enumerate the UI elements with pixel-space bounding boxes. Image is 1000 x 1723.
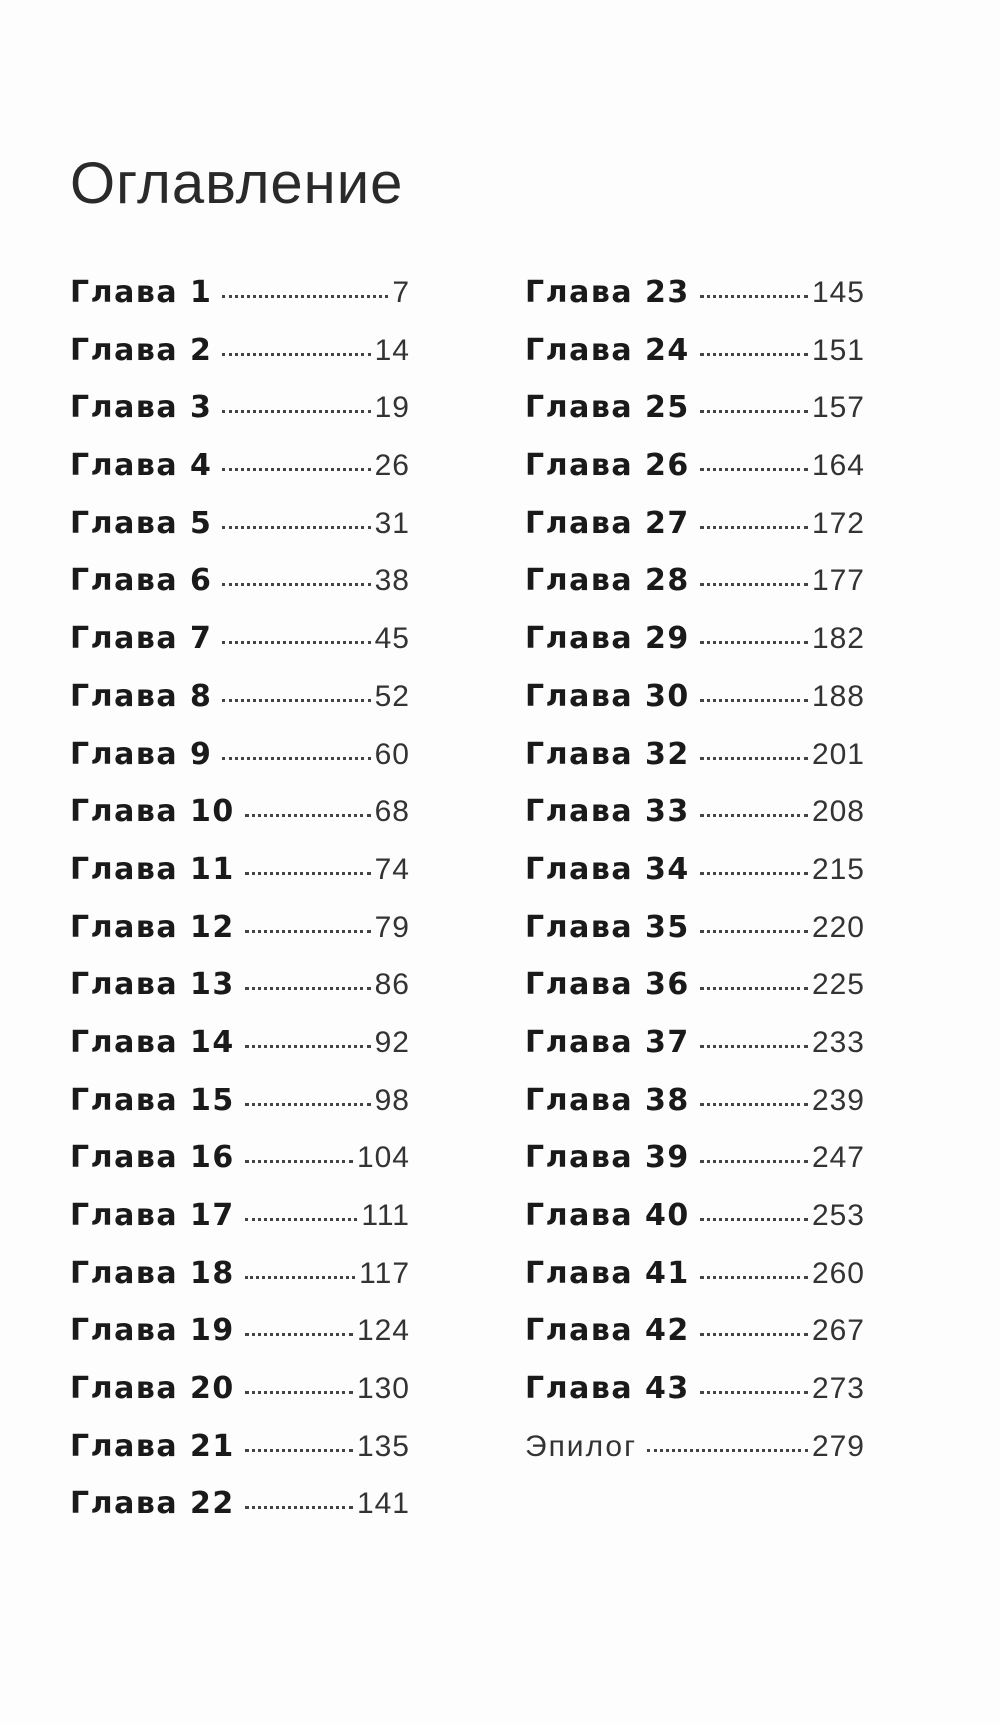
dot-leader [700,1160,808,1163]
toc-entry-label: Глава 5 [70,505,213,541]
dot-leader [222,468,370,471]
toc-entry-label: Глава 12 [70,909,235,945]
toc-entry[interactable] [70,1371,410,1432]
toc-entry-label: Глава 33 [525,794,690,830]
toc-entry-label: Глава 43 [525,1371,690,1407]
toc-entry[interactable] [525,1313,865,1374]
toc-entry-page-number: 26 [374,449,410,483]
dot-leader [700,353,808,356]
toc-entry-page-number: 233 [811,1025,865,1059]
dot-leader [245,1103,371,1106]
dot-leader [222,295,388,298]
toc-entry[interactable] [525,448,865,509]
dot-leader [700,526,808,529]
dot-leader [245,814,371,817]
toc-entry-label: Глава 35 [525,909,690,945]
toc-entry-page-number: 172 [811,506,865,540]
toc-entry-label: Глава 10 [70,794,235,830]
toc-entry-page-number: 117 [359,1256,410,1290]
toc-entry-label: Глава 16 [70,1140,235,1176]
toc-entry[interactable] [525,621,865,682]
toc-entry-page-number: 124 [356,1314,410,1348]
toc-entry-label: Глава 22 [70,1486,235,1522]
toc-entry-label: Глава 28 [525,563,690,599]
toc-entry-page-number: 79 [374,910,410,944]
toc-entry-page-number: 86 [374,968,410,1002]
toc-entry-label: Глава 34 [525,851,690,887]
toc-entry-label: Глава 23 [525,275,690,310]
toc-entry-page-number: 188 [811,679,865,713]
page-title: Оглавление [70,151,404,216]
toc-entry-label: Глава 11 [70,851,235,887]
toc-entry-page-number: 141 [356,1487,410,1521]
dot-leader [245,1506,353,1509]
toc-entry-label: Глава 38 [525,1082,690,1118]
toc-entry-page-number: 38 [374,564,410,598]
toc-entry-page-number: 208 [811,795,865,829]
toc-entry[interactable] [70,621,410,682]
toc-entry-page-number: 45 [374,622,410,656]
dot-leader [700,1218,808,1221]
toc-entry[interactable] [70,1082,410,1144]
toc-entry-page-number: 135 [356,1429,410,1463]
dot-leader [245,872,371,875]
toc-entry-page-number: 267 [811,1314,865,1348]
dot-leader [245,1333,353,1336]
dot-leader [700,1333,808,1336]
dot-leader [700,410,808,413]
toc-entry-page-number: 177 [811,564,865,598]
toc-entry-label: Глава 41 [525,1255,690,1291]
toc-entry-label: Глава 32 [525,736,690,772]
dot-leader [222,353,370,356]
dot-leader [700,1276,808,1279]
toc-entry[interactable] [525,851,865,913]
toc-entry-label: Эпилог [525,1429,638,1463]
toc-entry[interactable] [525,678,865,740]
toc-entry-label: Глава 18 [70,1255,235,1291]
toc-entry-page-number: 164 [811,449,865,483]
toc-entry[interactable] [525,332,865,394]
toc-entry-label: Глава 25 [525,390,690,426]
toc-entry-label: Глава 14 [70,1024,235,1060]
toc-entry-page-number: 31 [374,506,410,540]
toc-entry-page-number: 273 [811,1372,865,1406]
toc-entry-page-number: 104 [356,1141,410,1175]
toc-entry-page-number: 130 [356,1372,410,1406]
toc-entry[interactable] [525,794,865,855]
toc-entry-label: Глава 30 [525,678,690,714]
toc-entry-label: Глава 3 [70,390,213,426]
toc-entry-page-number: 225 [811,968,865,1002]
toc-entry[interactable] [525,563,865,624]
dot-leader [222,641,370,644]
toc-entry[interactable] [70,1140,410,1201]
toc-entry-page-number: 52 [374,679,410,713]
dot-leader [222,757,370,760]
dot-leader [647,1449,808,1452]
toc-entry[interactable] [70,851,410,913]
dot-leader [700,1391,808,1394]
toc-entry-label: Глава 29 [525,621,690,657]
toc-entry[interactable] [70,1486,410,1547]
dot-leader [700,757,808,760]
toc-entry[interactable] [525,390,865,451]
toc-entry-page-number: 260 [811,1256,865,1290]
toc-entry-label: Глава 27 [525,505,690,541]
toc-entry[interactable] [525,967,865,1028]
dot-leader [245,1160,353,1163]
toc-entry-page-number: 92 [374,1025,410,1059]
toc-entry-page-number: 279 [811,1429,865,1463]
toc-entry[interactable] [525,1371,865,1432]
toc-entry-page-number: 98 [374,1083,410,1117]
toc-entry[interactable] [525,909,865,971]
toc-entry[interactable] [70,1428,410,1490]
toc-entry-page-number: 60 [374,737,410,771]
toc-entry-label: Глава 2 [70,332,213,368]
toc-entry[interactable] [70,736,410,798]
toc-entry[interactable] [70,909,410,971]
dot-leader [700,987,808,990]
toc-entry-label: Глава 15 [70,1082,235,1118]
toc-entry-label: Глава 8 [70,678,213,714]
toc-entry-page-number: 7 [392,276,410,309]
toc-entry-page-number: 247 [811,1141,865,1175]
dot-leader [700,468,808,471]
toc-entry[interactable] [525,1429,865,1490]
toc-entry-label: Глава 21 [70,1428,235,1464]
dot-leader [245,1218,358,1221]
toc-entry-page-number: 19 [374,391,410,425]
toc-entry-page-number: 157 [811,391,865,425]
dot-leader [700,930,808,933]
toc-entry-page-number: 182 [811,622,865,656]
toc-entry[interactable] [525,1024,865,1086]
toc-entry-label: Глава 4 [70,448,213,484]
toc-entry[interactable] [525,1255,865,1317]
toc-entry-label: Глава 7 [70,621,213,657]
dot-leader [222,410,370,413]
toc-entry[interactable] [70,967,410,1028]
toc-entry-label: Глава 9 [70,736,213,772]
toc-entry[interactable] [70,678,410,740]
dot-leader [245,987,371,990]
toc-entry-page-number: 201 [811,737,865,771]
dot-leader [245,930,371,933]
toc-entry[interactable] [70,1024,410,1086]
toc-entry-label: Глава 1 [70,275,213,310]
toc-entry-label: Глава 19 [70,1313,235,1349]
toc-entry[interactable] [70,275,410,336]
toc-entry[interactable] [70,390,410,451]
dot-leader [222,526,370,529]
toc-entry-label: Глава 24 [525,332,690,368]
toc-left-column [70,275,410,1547]
dot-leader [700,583,808,586]
toc-entry-label: Глава 13 [70,967,235,1003]
toc-entry-page-number: 111 [361,1199,410,1232]
toc-entry[interactable] [70,1198,410,1259]
toc-entry-page-number: 74 [374,852,410,886]
dot-leader [222,699,370,702]
dot-leader [700,814,808,817]
dot-leader [245,1276,355,1279]
toc-entry[interactable] [525,1140,865,1201]
toc-entry-label: Глава 36 [525,967,690,1003]
toc-entry-page-number: 145 [811,276,865,309]
toc-entry[interactable] [70,332,410,394]
toc-entry-page-number: 215 [811,852,865,886]
dot-leader [700,641,808,644]
toc-entry[interactable] [70,794,410,855]
toc-entry-page-number: 253 [811,1199,865,1232]
toc-entry-label: Глава 17 [70,1198,235,1233]
toc-entry[interactable] [525,275,865,336]
dot-leader [245,1391,353,1394]
toc-entry-page-number: 220 [811,910,865,944]
dot-leader [700,872,808,875]
toc-right-column [525,275,865,1489]
toc-entry-label: Глава 20 [70,1371,235,1407]
toc-entry[interactable] [70,1255,410,1317]
toc-entry-label: Глава 26 [525,448,690,484]
toc-entry[interactable] [70,505,410,567]
toc-entry[interactable] [525,1082,865,1144]
dot-leader [700,295,808,298]
toc-entry-page-number: 14 [374,333,410,367]
toc-entry-label: Глава 37 [525,1024,690,1060]
dot-leader [700,1045,808,1048]
toc-entry-page-number: 239 [811,1083,865,1117]
toc-entry[interactable] [70,1313,410,1374]
toc-entry[interactable] [525,1198,865,1259]
toc-entry-label: Глава 42 [525,1313,690,1349]
toc-entry-page-number: 151 [811,333,865,367]
dot-leader [700,699,808,702]
dot-leader [222,583,370,586]
toc-entry[interactable] [70,448,410,509]
dot-leader [700,1103,808,1106]
toc-entry[interactable] [525,736,865,798]
dot-leader [245,1449,353,1452]
dot-leader [245,1045,371,1048]
toc-entry-label: Глава 6 [70,563,213,599]
toc-entry[interactable] [70,563,410,624]
toc-entry-label: Глава 39 [525,1140,690,1176]
toc-entry-label: Глава 40 [525,1198,690,1233]
toc-entry[interactable] [525,505,865,567]
toc-entry-page-number: 68 [374,795,410,829]
